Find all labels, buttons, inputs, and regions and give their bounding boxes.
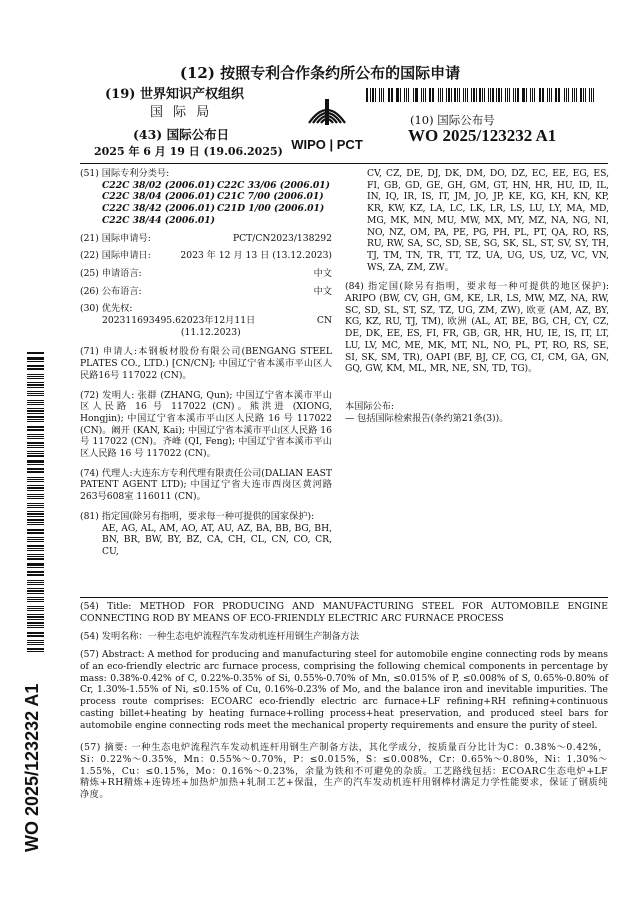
bottom-divider (80, 597, 608, 598)
right-column (345, 168, 609, 424)
lang-row: (25) 申请语言: 中文 (80, 267, 332, 279)
designated-cont: CV, CZ, DE, DJ, DK, DM, DO, DZ, EC, EE, EG, ES, FI, GB, GD, GE, GH, GM, GT, HN, HR, HU, ID, IL, IN, IQ, IR, IS, IT, JM, JO, JP, KE, KG, KH, KN, KP, KR, KW, KZ, LA, LC, LK, LR, LS, LU, LY, MA, MD, MG, MK, MN, MU, MW, MX, MY, MZ, NA, NG, NI, NO, NZ, OM, PA, PE, PG, PH, PL, PT, QA, RO, RS, RU, RW, SA, SC, SD, SE, SG, SK, SL, ST, SV, SY, TH, TJ, TM, TN, TR, TT, TZ, UA, UG, US, UZ, VC, VN, WS, ZA, ZM, ZW。 (367, 168, 609, 273)
ipc-code: C22C 38/44 (2006.01) (102, 214, 215, 226)
pub-number: WO 2025/123232 A1 (408, 126, 557, 145)
priority-label: (30) 优先权: (80, 303, 133, 315)
agent: (74) 代理人:大连东方专利代理有限责任公司(DALIAN EAST PATENT AGENT LTD); 中国辽宁省大连市西岗区黄河路263号608室 116011 (CN)。 (80, 467, 332, 503)
pub-date: 2025 年 6 月 19 日 (19.06.2025) (94, 145, 283, 158)
designated-start: AE, AG, AL, AM, AO, AT, AU, AZ, BA, BB, BG, BH, BN, BR, BW, BY, BZ, CA, CH, CL, CN, CO, CR, CU, (102, 522, 332, 557)
ipc-code: C21D 1/00 (2006.01) (217, 203, 325, 215)
inventors: (72) 发明人: 张群 (ZHANG, Qun); 中国辽宁省本溪市平山区人民路 16 号 117022 (CN)。熊洪进 (XIONG, Hongjin); 中国辽宁省本溪市平山区人民路 16 号 117022 (CN)。阚开 (KAN, Kai); 中国辽宁省本溪市平山区人民路 16 号 117022 (CN)。齐峰 (QI, Feng); 中国辽宁省本溪市平山区人民路 16 号 117022 (CN)。 (80, 389, 332, 460)
wipo-logo-icon (284, 93, 370, 155)
regional-designation: (84) 指定国(除另有指明，要求每一种可提供的地区保护): ARIPO (BW, CV, GH, GM, KE, LR, LS, MW, MZ, NA, RW, SC, SD, SL, ST, SZ, TZ, UG, ZM, ZW), 欧亚 (AM, AZ, BY, KG, KZ, RU, TJ, TM), 欧洲 (AL, AT, BE, BG, CH, CY, CZ, DE, DK, EE, ES, FI, FR, GB, GR, HR, HU, IE, IS, IT, LT, LU, LV, MC, ME, MK, MT, NL, NO, PL, PT, RO, RS, SE, SI, SK, SM, TR), OAPI (BF, BJ, CF, CG, CI, CM, GA, GN, GQ, GW, KM, ML, MR, NE, SN, TD, TG)。 (345, 281, 609, 375)
org-code: (19) (105, 87, 136, 102)
header-divider (80, 163, 608, 164)
designated-label: (81) 指定国(除另有指明，要求每一种可提供的国家保护): (80, 510, 315, 522)
vertical-barcode-icon (27, 352, 44, 652)
ipc-code: C22C 38/04 (2006.01) (102, 191, 215, 203)
abstract-cn: (57) 摘要: 一种生态电炉流程汽车发动机连杆用钢生产制备方法，其化学成分，按质量百分比计为C：0.38%～0.42%，Si：0.22%～0.35%，Mn：0.55%～0.70%，P：≤0.015%，S：≤0.008%，Cr：0.65%～0.80%，Ni：1.30%～1.55%，Cu：≤0.15%，Mo：0.16%～0.23%，余量为铁和不可避免的杂质。工艺路线包括：ECOARC生态电炉+LF精炼+RH精炼+连铸坯+加热炉加热+轧制工艺+保温，生产的汽车发动机连杆用钢棒材满足力学性能要求，保证了钢质纯净度。 (80, 742, 608, 801)
filing-row: (22) 国际申请日: 2023 年 12 月 13 日 (13.12.2023) (80, 250, 332, 262)
published-label: 本国际公布: (345, 400, 395, 412)
title-cn: (54) 发明名称：一种生态电炉流程汽车发动机连杆用钢生产制备方法 (80, 631, 360, 642)
pub-date-label: (43) 国际公布日 (133, 127, 230, 142)
ipc-label: (51) 国际专利分类号: (80, 168, 170, 179)
org-name: 世界知识产权组织 (139, 87, 244, 102)
pub-no-label: (10) 国际公布号 (410, 113, 495, 127)
ipc-code (217, 215, 332, 227)
published-item: — 包括国际检索报告(条约第21条(3))。 (345, 412, 509, 424)
priority-row: 202311693495.6 2023年12月11日 (11.12.2023) CN (102, 315, 332, 338)
ipc-code: C22C 33/06 (2006.01) (217, 179, 330, 191)
ipc-code: C21C 7/00 (2006.01) (217, 191, 324, 203)
ipc-row (102, 215, 332, 227)
barcode-icon (366, 88, 596, 102)
applicant: (71) 申请人:本钢板材股份有限公司(BENGANG STEEL PLATES CO., LTD.) [CN/CN]; 中国辽宁省本溪市平山区人民路16号 117022 (CN)。 (80, 346, 332, 381)
ipc-code: C22C 38/02 (2006.01) (102, 179, 215, 191)
ipc-row (102, 203, 332, 215)
ipc-codes (80, 180, 332, 227)
wipo-logo-text: WIPO | PCT (291, 137, 363, 152)
ipc-row (102, 191, 332, 203)
ipc-row (102, 180, 332, 192)
org-line-2: 国 际 局 (150, 105, 213, 120)
left-column (80, 168, 332, 558)
document-title: (12) 按照专利合作条约所公布的国际申请 (179, 64, 461, 82)
pub-lang-row: (26) 公布语言: 中文 (80, 285, 332, 297)
title-en: (54) Title: METHOD FOR PRODUCING AND MANUFACTURING STEEL FOR AUTOMOBILE ENGINE CONNECTING ROD BY MEANS OF ECO-FRIENDLY ELECTRIC ARC FURNACE PROCESS (80, 601, 608, 624)
side-pub-number: WO 2025/123232 A1 (22, 683, 42, 852)
app-no-row: (21) 国际申请号: PCT/CN2023/138292 (80, 232, 332, 244)
abstract-en: (57) Abstract: A method for producing and manufacturing steel for automobile engine connecting rods by means of an eco-friendly electric arc furnace process, comprising the following chemical components in percentage by mass: 0.38%-0.42% of C, 0.22%-0.35% of Si, 0.55%-0.70% of Mn, ≤0.015% of P, ≤0.008% of S, 0.65%-0.80% of Cr, 1.30%-1.55% of Ni, ≤0.15% of Cu, 0.16%-0.23% of Mo, and the balance iron and inevitable impurities. The process route comprises: ECOARC eco-friendly electric arc furnace+LF refining+RH refining+continuous casting billet+heating by heating furnace+rolling process+heat preservation, and produced steel bars for automobile engine connecting rods meet the mechanical property requirements and ensure the purity of steel. (80, 649, 608, 731)
ipc-code: C22C 38/42 (2006.01) (102, 203, 215, 215)
org-line-1 (105, 83, 244, 102)
